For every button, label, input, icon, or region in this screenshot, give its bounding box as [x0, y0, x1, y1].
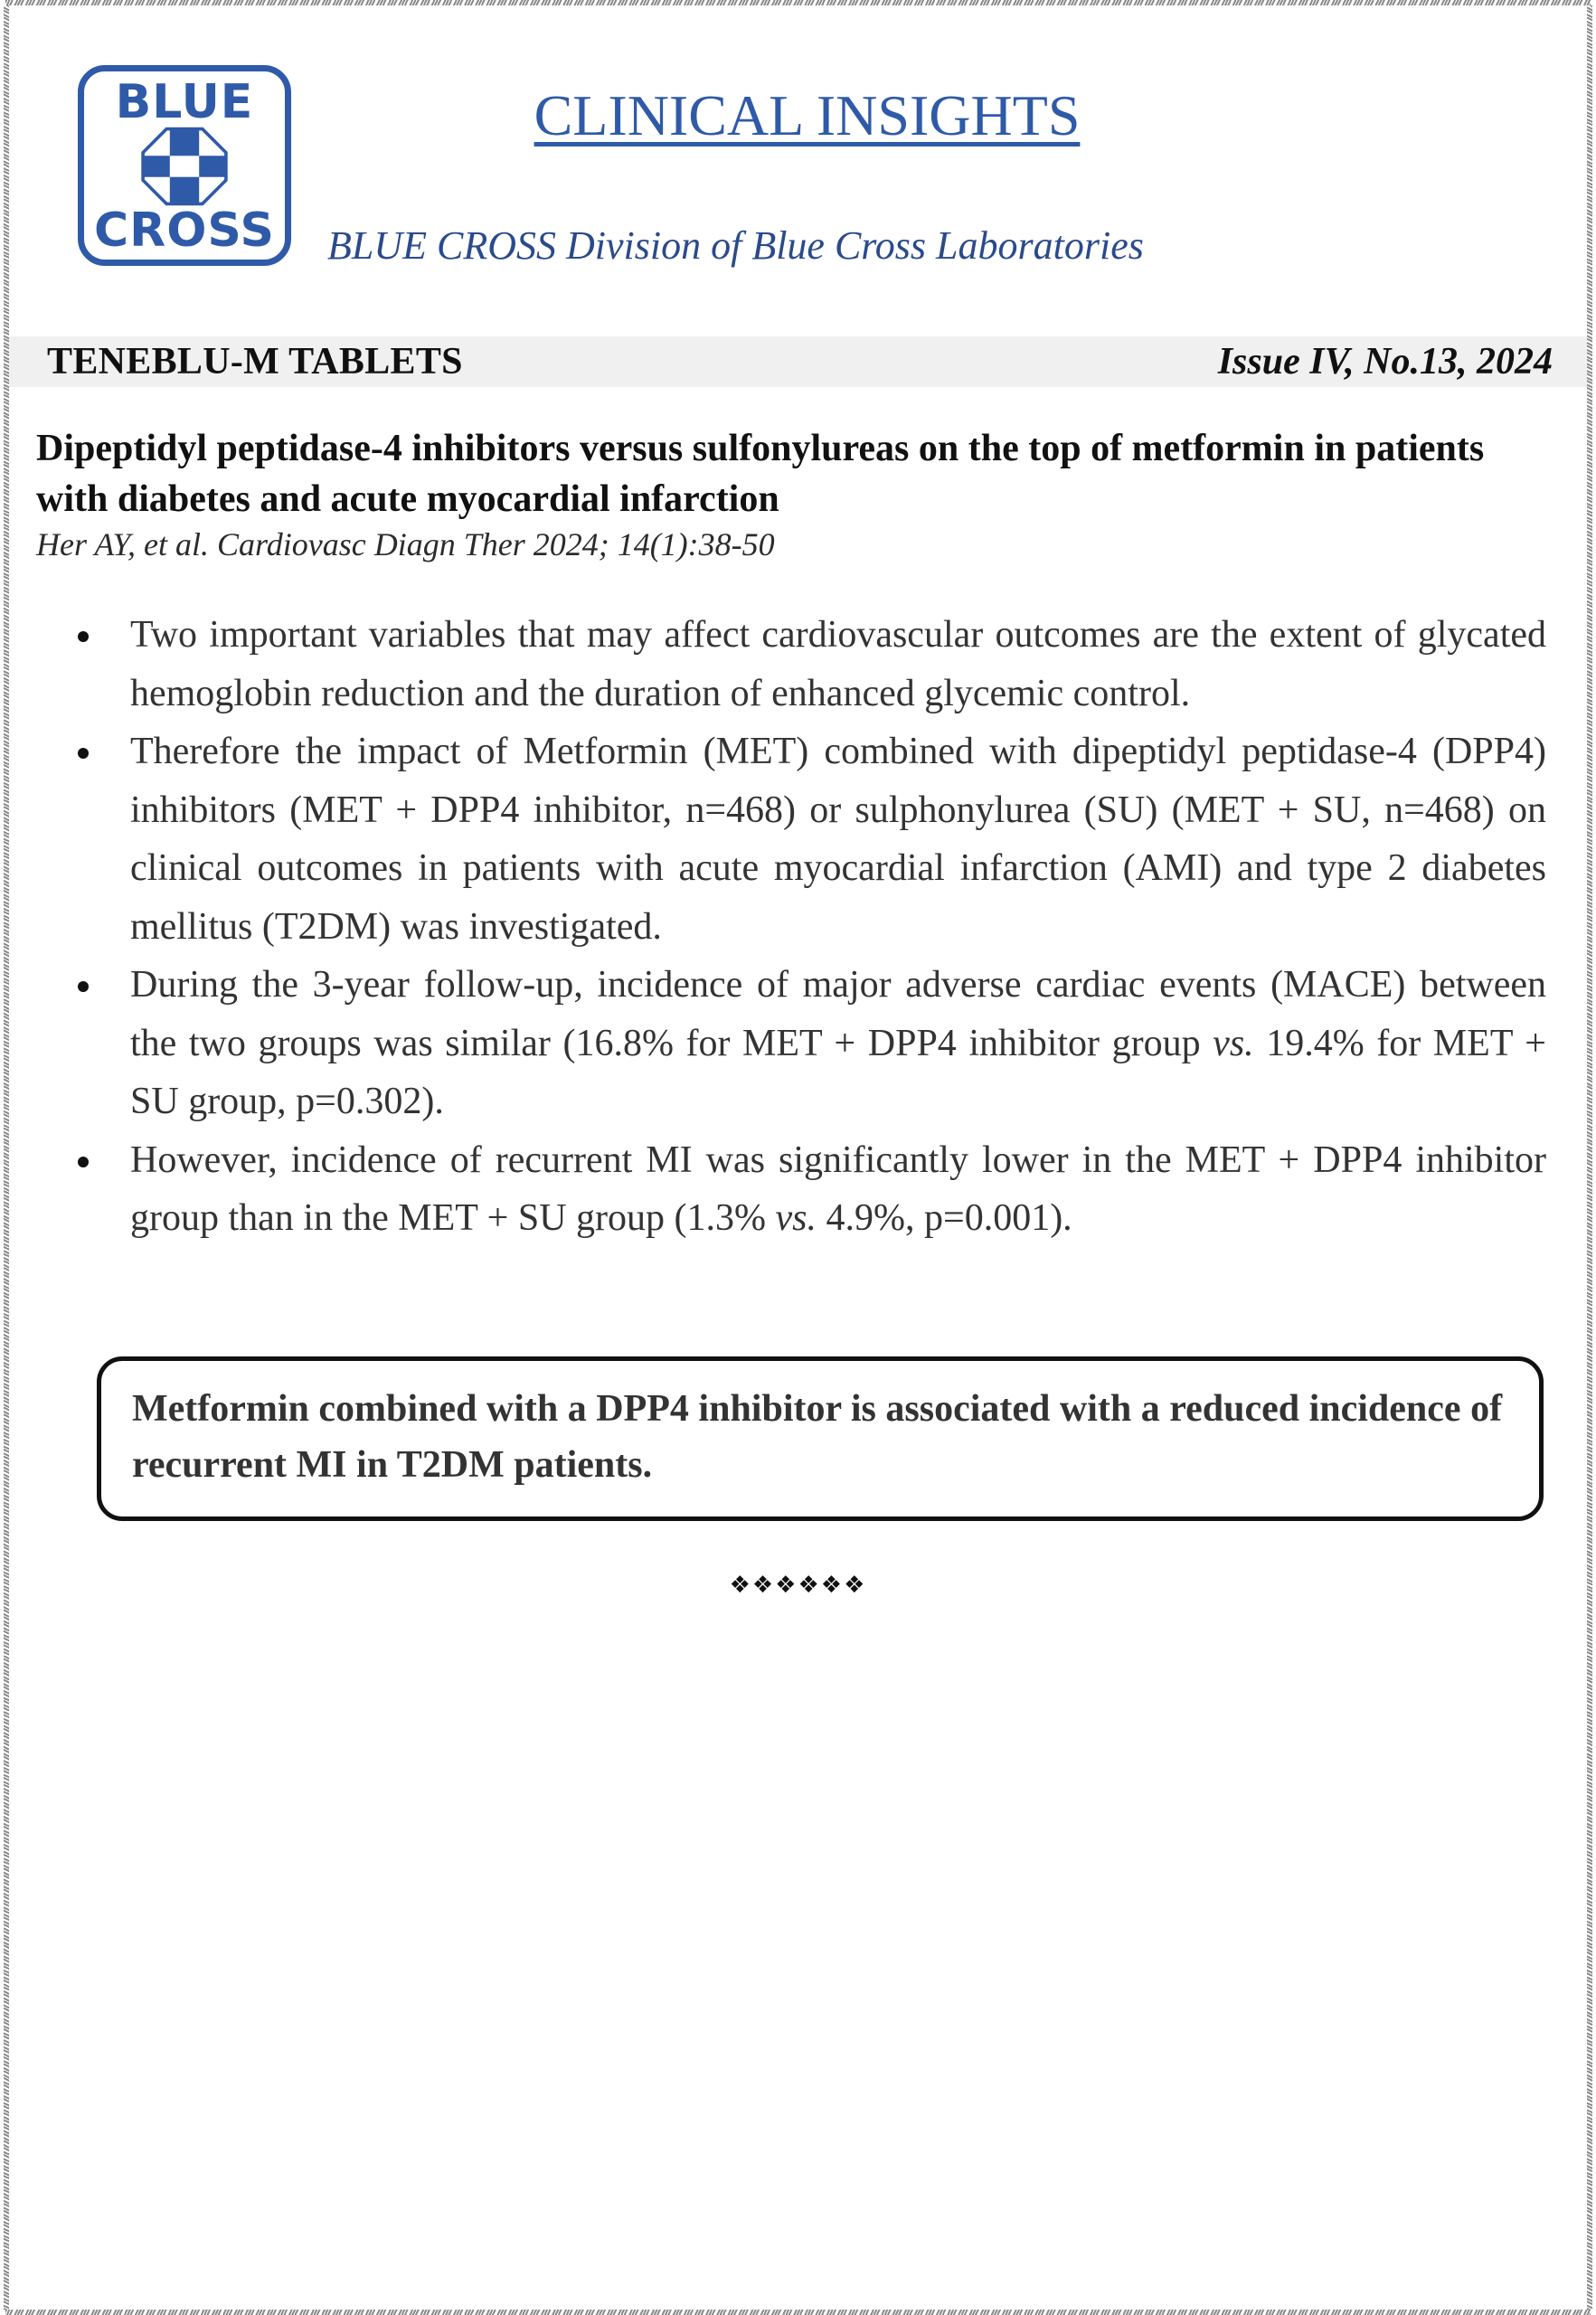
newsletter-subtitle: BLUE CROSS Division of Blue Cross Laboratories	[327, 223, 1144, 268]
blue-cross-logo	[78, 65, 291, 266]
key-point-text-italic: vs.	[775, 1197, 817, 1239]
key-point	[78, 956, 1546, 1131]
key-point	[78, 606, 1546, 723]
page-border-bottom	[5, 2310, 1591, 2315]
bullet-icon	[78, 1157, 89, 1167]
product-issue-band	[9, 336, 1587, 387]
page-border-right	[1587, 5, 1592, 2310]
key-point-text: However, incidence of recurrent MI was significantly lower in the MET + DPP4 inhibitor group than in the MET + SU group (1.3%	[130, 1139, 1546, 1239]
conclusion-box	[97, 1356, 1544, 1521]
logo-text-top: BLUE	[115, 75, 254, 129]
logo-text-bottom: CROSS	[94, 203, 275, 258]
key-point	[78, 1131, 1546, 1248]
newsletter-title: CLINICAL INSIGHTS	[534, 83, 1081, 147]
article-citation: Her AY, et al. Cardiovasc Diagn Ther 2024; 14(1):38-50	[36, 526, 775, 562]
key-points-list	[78, 606, 1546, 1248]
section-divider-ornament: ❖❖❖❖❖❖	[729, 1572, 867, 1599]
bullet-icon	[78, 631, 89, 642]
key-point-text: During the 3-year follow-up, incidence of major adverse cardiac events (MACE) between the two groups was similar (16.8% for MET + DPP4 inhibitor group	[130, 964, 1546, 1064]
product-name: TENEBLU-M TABLETS	[47, 341, 463, 383]
article-title: Dipeptidyl peptidase-4 inhibitors versus sulfonylureas on the top of metformin in patients with diabetes and acute myocardial infarction	[36, 428, 1485, 520]
key-point-text: Therefore the impact of Metformin (MET) combined with dipeptidyl peptidase-4 (DPP4) inhibitors (MET + DPP4 inhibitor, n=468) or sulphonylurea (SU) (MET + SU, n=468) on clinical outcomes in patients with acute myocardial infarction (AMI) and type 2 diabetes mellitus (T2DM) was investigated.	[130, 731, 1546, 948]
key-point-text: Two important variables that may affect cardiovascular outcomes are the extent of glycated hemoglobin reduction and the duration of enhanced glycemic control.	[130, 614, 1546, 714]
bullet-icon	[78, 748, 89, 759]
page-border-top	[5, 0, 1591, 5]
key-point-text-italic: vs.	[1213, 1022, 1254, 1064]
conclusion-text: Metformin combined with a DPP4 inhibitor is associated with a reduced incidence of recurrent MI in T2DM patients.	[132, 1388, 1503, 1486]
key-point	[78, 723, 1546, 956]
issue-label: Issue IV, No.13, 2024	[1217, 341, 1553, 383]
key-point-text: 19.4% for MET + SU group, p=0.302).	[130, 1022, 1546, 1122]
key-point-text: 4.9%, p=0.001).	[817, 1197, 1072, 1239]
bullet-icon	[78, 981, 89, 992]
checkered-octagon-cross-icon	[135, 126, 234, 207]
